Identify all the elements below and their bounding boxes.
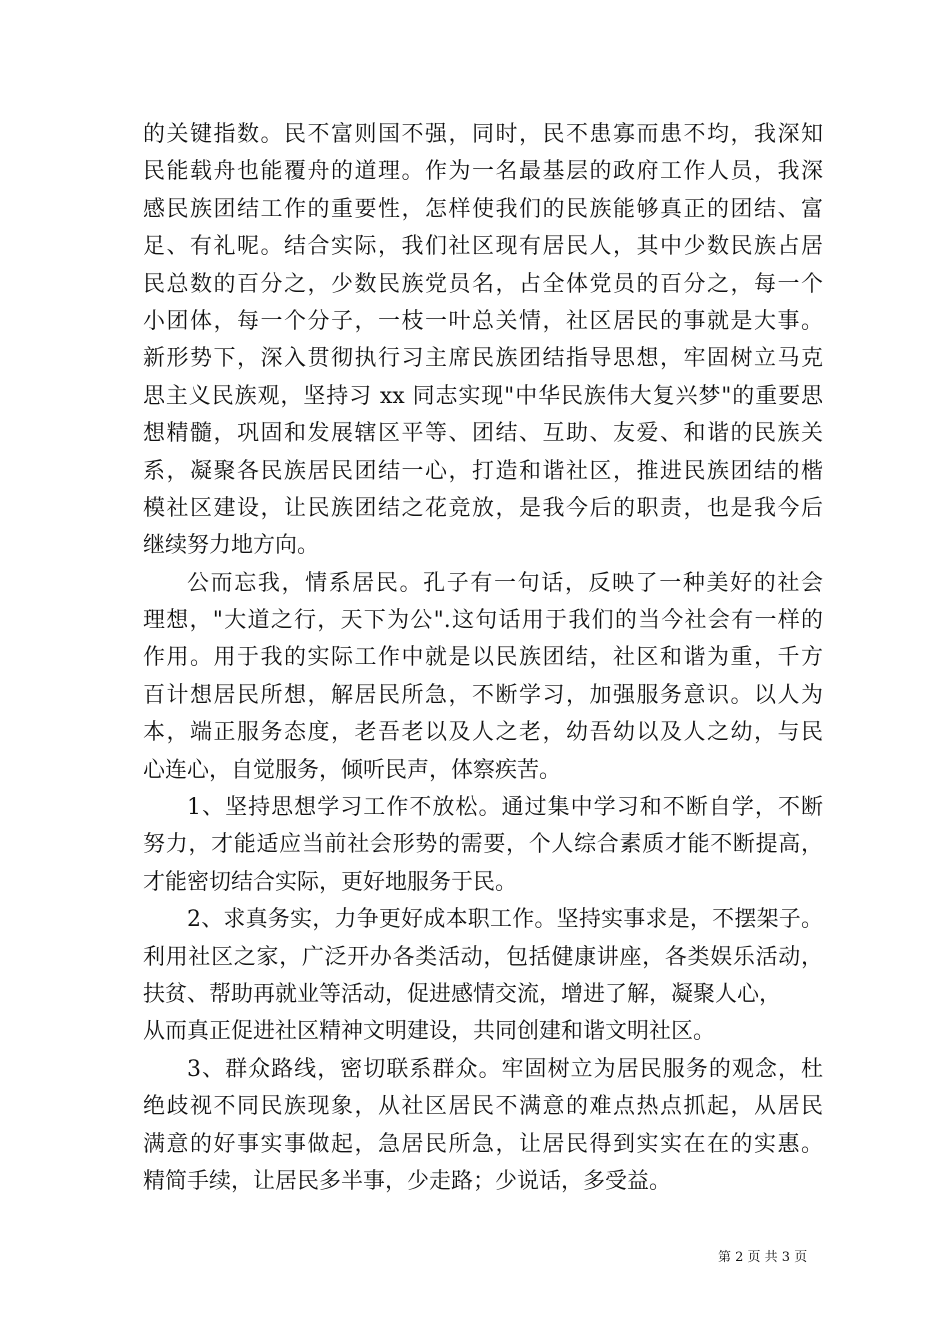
text-line: 2、求真务实，力争更好成本职工作。坚持实事求是，不摆架子。 (187, 907, 823, 933)
text-line: 理想，"大道之行，天下为公".这句话用于我们的当今社会有一样的 (143, 608, 823, 634)
text-line: 百计想居民所想，解居民所急，不断学习，加强服务意识。以人为 (143, 682, 823, 708)
text-line: 继续努力地方向。 (143, 533, 320, 559)
text-line: 努力，才能适应当前社会形势的需要，个人综合素质才能不断提高， (143, 832, 823, 858)
text-line: 感民族团结工作的重要性，怎样使我们的民族能够真正的团结、富 (143, 196, 823, 222)
text-line: 1、坚持思想学习工作不放松。通过集中学习和不断自学，不断 (187, 795, 823, 821)
text-line: 民总数的百分之，少数民族党员名，占全体党员的百分之，每一个 (143, 271, 823, 297)
text-line: 利用社区之家，广泛开办各类活动，包括健康讲座，各类娱乐活动， (143, 944, 823, 970)
text-line: 新形势下，深入贯彻执行习主席民族团结指导思想，牢固树立马克 (143, 346, 823, 372)
text-line: 从而真正促进社区精神文明建设，共同创建和谐文明社区。 (143, 1019, 716, 1045)
document-body (143, 116, 823, 1200)
text-line: 作用。用于我的实际工作中就是以民族团结，社区和谐为重，千方 (143, 645, 823, 671)
text-line: 公而忘我，情系居民。孔子有一句话，反映了一种美好的社会 (187, 570, 823, 596)
text-line: 满意的好事实事做起，急居民所急，让居民得到实实在在的实惠。 (143, 1131, 823, 1157)
text-line: 3、群众路线，密切联系群众。牢固树立为居民服务的观念，杜 (187, 1056, 823, 1082)
text-line: 想精髓，巩固和发展辖区平等、团结、互助、友爱、和谐的民族关 (143, 421, 823, 447)
text-line: 足、有礼呢。结合实际，我们社区现有居民人，其中少数民族占居 (143, 234, 823, 260)
text-line: 小团体，每一个分子，一枝一叶总关情，社区居民的事就是大事。 (143, 308, 823, 334)
text-line: 本，端正服务态度，老吾老以及人之老，幼吾幼以及人之幼，与民 (143, 720, 823, 746)
page-number: 第 2 页 共 3 页 (718, 1250, 808, 1265)
text-line: 系，凝聚各民族居民团结一心，打造和谐社区，推进民族团结的楷 (143, 458, 823, 484)
text-line: 绝歧视不同民族现象，从社区居民不满意的难点热点抓起，从居民 (143, 1094, 823, 1120)
text-line: 思主义民族观，坚持习 xx 同志实现"中华民族伟大复兴梦"的重要思 (143, 383, 823, 409)
text-line: 民能载舟也能覆舟的道理。作为一名最基层的政府工作人员，我深 (143, 159, 823, 185)
text-line: 扶贫、帮助再就业等活动，促进感情交流，增进了解，凝聚人心， (143, 981, 782, 1007)
text-line: 模社区建设，让民族团结之花竞放，是我今后的职责，也是我今后 (143, 495, 823, 521)
text-line: 才能密切结合实际，更好地服务于民。 (143, 869, 518, 895)
text-line: 精简手续，让居民多半事，少走路；少说话，多受益。 (143, 1168, 672, 1194)
text-line: 心连心，自觉服务，倾听民声，体察疾苦。 (143, 757, 562, 783)
text-line: 的关键指数。民不富则国不强，同时，民不患寡而患不均，我深知 (143, 122, 823, 147)
